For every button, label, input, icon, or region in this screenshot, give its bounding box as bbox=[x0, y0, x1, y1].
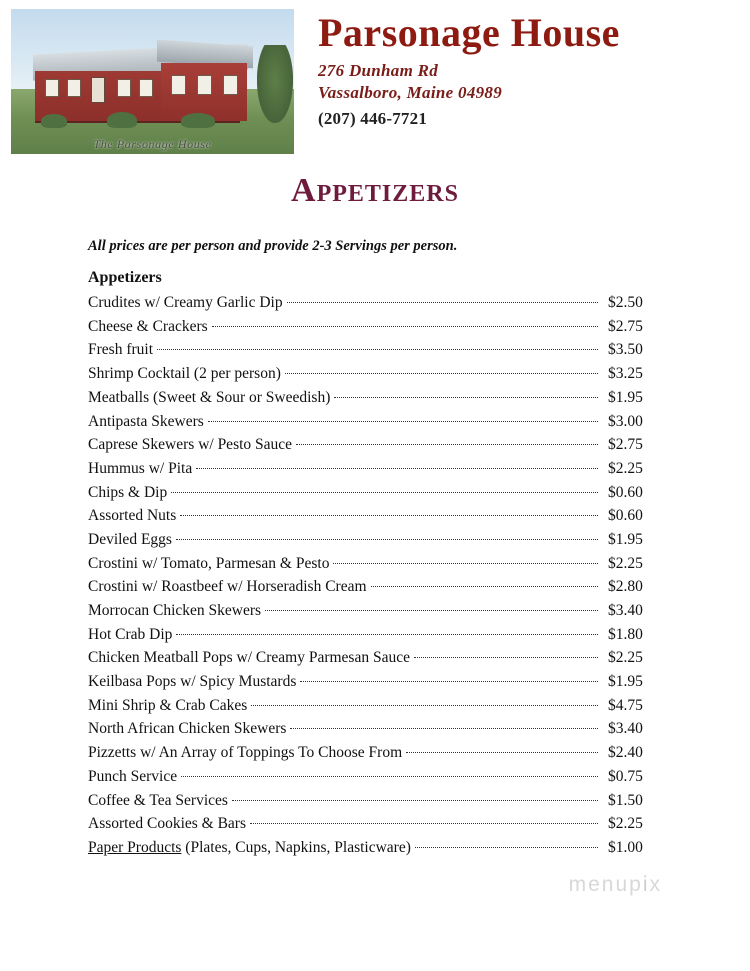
list-item bbox=[88, 481, 660, 505]
menu-item-name: Hummus w/ Pita bbox=[88, 459, 193, 477]
menu-item-name: Chicken Meatball Pops w/ Creamy Parmesan Sauce bbox=[88, 649, 410, 667]
menu-item-price: $1.95 bbox=[608, 673, 643, 691]
menu-item-name: Hot Crab Dip bbox=[88, 625, 173, 643]
list-item bbox=[88, 504, 660, 528]
extra-item-name bbox=[88, 840, 415, 856]
list-item bbox=[88, 670, 660, 694]
leader-dots bbox=[300, 680, 598, 682]
leader-dots bbox=[371, 585, 598, 587]
menu-item-price: $3.25 bbox=[608, 365, 643, 383]
photo-shrub bbox=[41, 114, 67, 128]
menu-item-name: Shrimp Cocktail (2 per person) bbox=[88, 365, 281, 383]
phone-number: (207) 446-7721 bbox=[318, 108, 428, 128]
leader-dots bbox=[196, 467, 598, 469]
list-item bbox=[88, 552, 660, 576]
photo-window bbox=[117, 79, 131, 97]
menu-item-name: Keilbasa Pops w/ Spicy Mustards bbox=[88, 673, 297, 691]
list-item bbox=[88, 291, 660, 315]
photo-window bbox=[197, 75, 212, 95]
menu-item-price: $3.00 bbox=[608, 412, 643, 430]
menu-item-price: $1.95 bbox=[608, 388, 643, 406]
leader-dots bbox=[171, 491, 598, 493]
list-item bbox=[88, 623, 660, 647]
menu-item-price: $0.60 bbox=[608, 507, 643, 525]
menu-item-name: Morrocan Chicken Skewers bbox=[88, 602, 262, 620]
list-item bbox=[88, 694, 660, 718]
list-item bbox=[88, 409, 660, 433]
photo-window bbox=[223, 75, 238, 95]
menu-item-name: Coffee & Tea Services bbox=[88, 791, 228, 809]
restaurant-name: Parsonage House bbox=[318, 10, 620, 55]
list-item bbox=[88, 646, 660, 670]
pricing-note: All prices are per person and provide 2-3 Servings per person. bbox=[88, 238, 458, 254]
restaurant-photo bbox=[11, 9, 294, 154]
menu-item-price: $3.40 bbox=[608, 720, 643, 738]
menu-item-price: $3.50 bbox=[608, 341, 643, 359]
menu-item-name: Pizzetts w/ An Array of Toppings To Choose From bbox=[88, 744, 403, 762]
menu-item-name: North African Chicken Skewers bbox=[88, 720, 287, 738]
list-item bbox=[88, 433, 660, 457]
list-item bbox=[88, 836, 660, 860]
menu-item-name: Crostini w/ Roastbeef w/ Horseradish Cream bbox=[88, 578, 367, 596]
list-item bbox=[88, 765, 660, 789]
photo-door bbox=[91, 77, 105, 103]
leader-dots bbox=[334, 396, 598, 398]
leader-dots bbox=[232, 799, 598, 801]
menu-item-price: $2.25 bbox=[608, 649, 643, 667]
list-item bbox=[88, 788, 660, 812]
menu-item-name: Mini Shrip & Crab Cakes bbox=[88, 696, 248, 714]
paper-products-label: Paper Products bbox=[88, 838, 182, 856]
address-line-2: Vassalboro, Maine 04989 bbox=[318, 83, 503, 103]
menu-item-name: Deviled Eggs bbox=[88, 530, 172, 548]
paper-products-detail: (Plates, Cups, Napkins, Plasticware) bbox=[181, 838, 411, 856]
menu-item-price: $2.25 bbox=[608, 815, 643, 833]
list-item bbox=[88, 528, 660, 552]
list-item bbox=[88, 315, 660, 339]
leader-dots bbox=[415, 846, 598, 848]
photo-window bbox=[67, 79, 81, 97]
menu-item-price: $2.75 bbox=[608, 317, 643, 335]
photo-window bbox=[45, 79, 59, 97]
extra-item-price: $1.00 bbox=[608, 838, 643, 856]
menu-item-name: Antipasta Skewers bbox=[88, 412, 204, 430]
leader-dots bbox=[251, 704, 598, 706]
menu-item-price: $1.95 bbox=[608, 530, 643, 548]
leader-dots bbox=[180, 514, 598, 516]
page-title: Appetizers bbox=[291, 172, 459, 209]
leader-dots bbox=[208, 420, 598, 422]
list-item bbox=[88, 741, 660, 765]
list-item bbox=[88, 386, 660, 410]
title-block bbox=[318, 12, 738, 129]
leader-dots bbox=[212, 325, 598, 327]
list-item bbox=[88, 599, 660, 623]
menu-item-price: $3.40 bbox=[608, 602, 643, 620]
list-item bbox=[88, 362, 660, 386]
menu-item-price: $4.75 bbox=[608, 696, 643, 714]
leader-dots bbox=[287, 301, 598, 303]
photo-shrub bbox=[107, 112, 137, 128]
leader-dots bbox=[157, 348, 598, 350]
list-item bbox=[88, 812, 660, 836]
menu-item-name: Fresh fruit bbox=[88, 341, 154, 359]
leader-dots bbox=[176, 633, 598, 635]
list-item bbox=[88, 575, 660, 599]
menu-item-price: $2.50 bbox=[608, 294, 643, 312]
menu-item-name: Chips & Dip bbox=[88, 483, 168, 501]
leader-dots bbox=[296, 443, 598, 445]
menu-item-name: Caprese Skewers w/ Pesto Sauce bbox=[88, 436, 293, 454]
watermark-accent: i bbox=[642, 873, 650, 896]
photo-caption: The Parsonage House bbox=[93, 137, 212, 151]
leader-dots bbox=[414, 656, 598, 658]
menu-item-price: $2.40 bbox=[608, 744, 643, 762]
list-item bbox=[88, 457, 660, 481]
menu-item-name: Punch Service bbox=[88, 767, 178, 785]
photo-shrub bbox=[181, 113, 215, 128]
photo-tree bbox=[257, 45, 293, 123]
leader-dots bbox=[181, 775, 598, 777]
list-item bbox=[88, 717, 660, 741]
leader-dots bbox=[290, 727, 598, 729]
menu-item-name: Assorted Cookies & Bars bbox=[88, 815, 247, 833]
leader-dots bbox=[176, 538, 598, 540]
menu-item-name: Crostini w/ Tomato, Parmesan & Pesto bbox=[88, 554, 330, 572]
menu-item-list bbox=[88, 291, 660, 836]
menu-item-price: $2.80 bbox=[608, 578, 643, 596]
menu-item-name: Cheese & Crackers bbox=[88, 317, 208, 335]
menu-item-name: Assorted Nuts bbox=[88, 507, 177, 525]
menu-body bbox=[88, 238, 660, 860]
leader-dots bbox=[285, 372, 598, 374]
leader-dots bbox=[406, 751, 598, 753]
list-item bbox=[88, 338, 660, 362]
menu-item-price: $2.25 bbox=[608, 459, 643, 477]
address-line-1: 276 Dunham Rd bbox=[318, 61, 439, 80]
menu-item-name: Meatballs (Sweet & Sour or Sweedish) bbox=[88, 388, 331, 406]
menupix-watermark bbox=[569, 873, 662, 897]
leader-dots bbox=[265, 609, 598, 611]
document-header bbox=[0, 0, 750, 158]
extra-item-list bbox=[88, 836, 660, 860]
photo-window bbox=[171, 75, 186, 95]
watermark-prefix: menup bbox=[568, 873, 643, 896]
menu-item-price: $1.80 bbox=[608, 625, 643, 643]
group-heading: Appetizers bbox=[88, 269, 162, 286]
watermark-suffix: x bbox=[649, 873, 662, 896]
menu-item-price: $1.50 bbox=[608, 791, 643, 809]
menu-item-price: $0.60 bbox=[608, 483, 643, 501]
menu-item-price: $2.75 bbox=[608, 436, 643, 454]
menu-item-name: Crudites w/ Creamy Garlic Dip bbox=[88, 294, 283, 312]
leader-dots bbox=[250, 822, 598, 824]
photo-window bbox=[139, 79, 153, 97]
menu-item-price: $2.25 bbox=[608, 554, 643, 572]
leader-dots bbox=[333, 562, 598, 564]
menu-item-price: $0.75 bbox=[608, 767, 643, 785]
